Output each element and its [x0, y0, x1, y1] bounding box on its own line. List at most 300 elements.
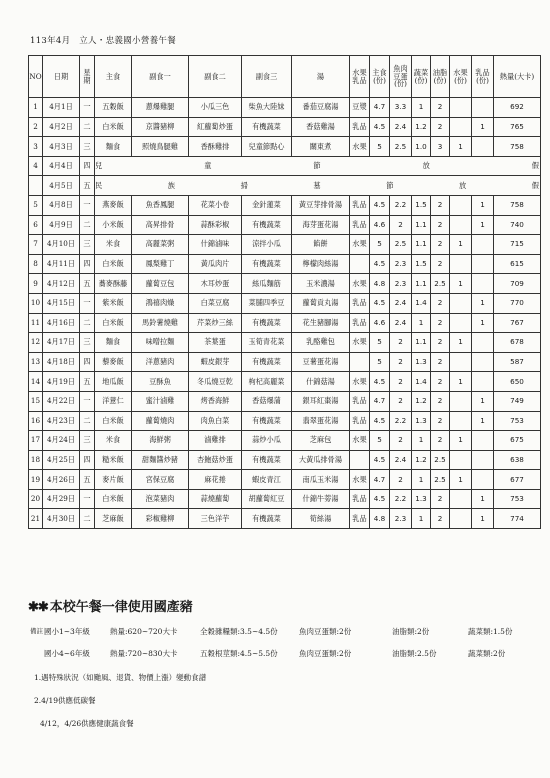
row-soup: 豆薯蛋花湯: [292, 352, 350, 372]
row-veg: 1.1: [412, 235, 431, 255]
row-protein: 2.3: [390, 254, 412, 274]
row-milk-serving: [472, 254, 494, 274]
holiday-cell: 民 族 掃 墓 節 放 假: [95, 176, 541, 196]
row-fruit-milk: 水果: [350, 372, 370, 392]
row-protein: 2: [390, 431, 412, 451]
row-grains: 5: [370, 137, 390, 157]
row-main3: 柴魚大陸妹: [242, 98, 292, 118]
row-grains: 4.6: [370, 215, 390, 235]
row-fruit-serving: [450, 509, 472, 529]
notice-text: 本校午餐一律使用國產豬: [49, 600, 193, 615]
table-row: [29, 489, 541, 509]
row-staple: 米食: [95, 235, 132, 255]
row-protein: 2.2: [390, 411, 412, 431]
row-date: 4月11日: [43, 254, 80, 274]
std-grade-low: 國小1~3年級: [44, 627, 90, 636]
row-oil: 2: [431, 431, 450, 451]
row-main2: 茶葉蛋: [189, 333, 242, 353]
table-row: [29, 431, 541, 451]
row-protein: 2.3: [390, 274, 412, 294]
header-no: NO: [29, 56, 43, 98]
row-veg: 1.1: [412, 274, 431, 294]
row-weekday: 三: [80, 137, 95, 157]
row-main2: 杏鮑菇炒蛋: [189, 450, 242, 470]
row-oil: 2: [431, 195, 450, 215]
row-fruit-serving: [450, 391, 472, 411]
row-staple: 白米飯: [95, 411, 132, 431]
row-main1: 洋蔥豬肉: [132, 352, 189, 372]
row-soup: 關東煮: [292, 137, 350, 157]
row-milk-serving: 1: [472, 293, 494, 313]
row-main3: 玉筍青花菜: [242, 333, 292, 353]
row-main2: 麻花捲: [189, 470, 242, 490]
std-grade-high: 國小4~6年級: [44, 649, 90, 658]
row-veg: 1.3: [412, 411, 431, 431]
table-row: [29, 195, 541, 215]
row-main2: 什錦滷味: [189, 235, 242, 255]
row-main3: 有機蔬菜: [242, 352, 292, 372]
row-staple: 白米飯: [95, 117, 132, 137]
row-veg: 1.5: [412, 254, 431, 274]
row-veg: 1.2: [412, 391, 431, 411]
row-no: 20: [29, 489, 43, 509]
row-veg: 1.3: [412, 489, 431, 509]
row-weekday: 一: [80, 489, 95, 509]
row-fruit-serving: 1: [450, 431, 472, 451]
header-fruit-milk: 水果乳品: [350, 56, 370, 98]
row-main3: 有機蔬菜: [242, 215, 292, 235]
row-fruit-milk: 乳品: [350, 509, 370, 529]
row-no: 16: [29, 411, 43, 431]
header-oil: 油脂(份): [431, 56, 450, 98]
row-main2: 芹菜炒三絲: [189, 313, 242, 333]
row-grains: 4.5: [370, 489, 390, 509]
row-milk-serving: [472, 235, 494, 255]
row-weekday: 四: [80, 156, 95, 176]
row-oil: 2.5: [431, 274, 450, 294]
row-soup: 乳酪雞包: [292, 333, 350, 353]
row-grains: 4.5: [370, 411, 390, 431]
row-oil: 2: [431, 372, 450, 392]
row-protein: 2: [390, 333, 412, 353]
row-staple: 蕎麥酥藤: [95, 274, 132, 294]
row-milk-serving: 1: [472, 391, 494, 411]
row-soup: 銀耳紅棗湯: [292, 391, 350, 411]
row-grains: 4.5: [370, 254, 390, 274]
table-row: [29, 509, 541, 529]
std-kcal-high: 熱量:720~830大卡: [110, 649, 178, 658]
row-kcal: 753: [494, 411, 541, 431]
row-oil: 2: [431, 98, 450, 118]
header-main1: 副食一: [132, 56, 189, 98]
row-date: 4月3日: [43, 137, 80, 157]
row-main1: 蜜汁滷雞: [132, 391, 189, 411]
row-no: 11: [29, 313, 43, 333]
row-fruit-milk: 水果: [350, 274, 370, 294]
row-milk-serving: [472, 372, 494, 392]
row-protein: 2: [390, 391, 412, 411]
row-milk-serving: 1: [472, 489, 494, 509]
row-protein: 2.4: [390, 313, 412, 333]
row-staple: 地瓜飯: [95, 372, 132, 392]
header-date: 日期: [43, 56, 80, 98]
header-veg: 蔬菜(份): [412, 56, 431, 98]
row-fruit-serving: [450, 313, 472, 333]
row-fruit-serving: [450, 117, 472, 137]
row-soup: 花生豬腳湯: [292, 313, 350, 333]
row-soup: 檸檬肉絲湯: [292, 254, 350, 274]
row-staple: 芝麻飯: [95, 509, 132, 529]
row-oil: 2: [431, 313, 450, 333]
row-main1: 宮保豆腐: [132, 470, 189, 490]
row-no: 12: [29, 333, 43, 353]
note-3: 4/12，4/26供應健康蔬食餐: [40, 719, 134, 728]
table-row: [29, 215, 541, 235]
table-header-row: [29, 56, 541, 98]
row-staple: 麵食: [95, 333, 132, 353]
row-main3: 有機蔬菜: [242, 117, 292, 137]
row-main3: 有機蔬菜: [242, 313, 292, 333]
lunch-menu-table: [28, 55, 541, 529]
row-kcal: 749: [494, 391, 541, 411]
row-weekday: 二: [80, 117, 95, 137]
std-oil-high: 油脂類:2.5份: [392, 649, 437, 658]
row-fruit-milk: [350, 450, 370, 470]
table-row: [29, 176, 541, 196]
std-veg-high: 蔬菜類:2份: [468, 649, 506, 658]
row-milk-serving: [472, 137, 494, 157]
row-kcal: 650: [494, 372, 541, 392]
row-kcal: 587: [494, 352, 541, 372]
row-kcal: 770: [494, 293, 541, 313]
row-date: 4月29日: [43, 489, 80, 509]
row-kcal: 678: [494, 333, 541, 353]
row-fruit-milk: 乳品: [350, 215, 370, 235]
row-weekday: 二: [80, 313, 95, 333]
row-staple: 藜麥飯: [95, 352, 132, 372]
row-fruit-serving: [450, 195, 472, 215]
row-protein: 2: [390, 215, 412, 235]
row-staple: 白米飯: [95, 489, 132, 509]
row-main2: 烤香海鮮: [189, 391, 242, 411]
row-soup: 南瓜玉米湯: [292, 470, 350, 490]
row-main3: 兒童節點心: [242, 137, 292, 157]
table-row: [29, 117, 541, 137]
row-grains: 5: [370, 431, 390, 451]
row-no: 5: [29, 195, 43, 215]
row-protein: 2.2: [390, 489, 412, 509]
row-soup: 芝麻包: [292, 431, 350, 451]
row-no: 18: [29, 450, 43, 470]
row-grains: 4.5: [370, 117, 390, 137]
row-veg: 1.4: [412, 372, 431, 392]
row-date: 4月23日: [43, 411, 80, 431]
row-fruit-milk: 水果: [350, 431, 370, 451]
row-no: 1: [29, 98, 43, 118]
row-fruit-serving: [450, 411, 472, 431]
row-kcal: 767: [494, 313, 541, 333]
row-main3: 菜脯四季豆: [242, 293, 292, 313]
row-protein: 2.4: [390, 450, 412, 470]
row-kcal: 692: [494, 98, 541, 118]
row-protein: 2.4: [390, 293, 412, 313]
row-date: 4月8日: [43, 195, 80, 215]
row-milk-serving: 1: [472, 509, 494, 529]
row-date: 4月26日: [43, 470, 80, 490]
std-protein-high: 魚肉豆蛋類:2份: [299, 649, 352, 658]
row-soup: 玉米濃湯: [292, 274, 350, 294]
table-row: [29, 98, 541, 118]
row-protein: 3.3: [390, 98, 412, 118]
row-kcal: 753: [494, 489, 541, 509]
std-kcal-low: 熱量:620~720大卡: [110, 627, 178, 636]
row-oil: 2: [431, 509, 450, 529]
row-fruit-serving: [450, 352, 472, 372]
row-main2: 紅蘿蔔炒蛋: [189, 117, 242, 137]
row-no: 21: [29, 509, 43, 529]
row-main3: 蝦皮青江: [242, 470, 292, 490]
row-no: 6: [29, 215, 43, 235]
row-oil: 2: [431, 254, 450, 274]
std-grains-low: 全穀雜糧類:3.5~4.5份: [200, 627, 278, 636]
row-soup: 什錦菇湯: [292, 372, 350, 392]
note-2: 2.4/19供應低碳餐: [34, 696, 96, 705]
row-weekday: 五: [80, 274, 95, 294]
row-protein: 2.5: [390, 235, 412, 255]
row-main2: 白菜豆腐: [189, 293, 242, 313]
row-date: 4月15日: [43, 293, 80, 313]
row-main2: 三色洋芋: [189, 509, 242, 529]
table-row: [29, 235, 541, 255]
row-main1: 鳳梨雞丁: [132, 254, 189, 274]
table-row: [29, 333, 541, 353]
row-fruit-milk: 乳品: [350, 195, 370, 215]
row-oil: 2: [431, 352, 450, 372]
row-main2: 小瓜三色: [189, 98, 242, 118]
row-date: 4月18日: [43, 352, 80, 372]
row-fruit-serving: [450, 293, 472, 313]
row-main3: 胡蘿蔔紅豆: [242, 489, 292, 509]
row-oil: 3: [431, 137, 450, 157]
row-fruit-milk: 豆漿: [350, 98, 370, 118]
note-1: 1.遇特殊狀況（如颱風、退貨、物價上漲）變動食譜: [34, 673, 207, 682]
row-staple: 米食: [95, 431, 132, 451]
header-staple: 主食: [95, 56, 132, 98]
asterisk-icon: ✱✱: [28, 600, 48, 615]
row-veg: 1: [412, 431, 431, 451]
row-oil: 2: [431, 391, 450, 411]
row-main2: 香酥雞排: [189, 137, 242, 157]
row-protein: 2.4: [390, 117, 412, 137]
row-main1: 魚香鳳腿: [132, 195, 189, 215]
table-row: [29, 137, 541, 157]
row-staple: 燕麥飯: [95, 195, 132, 215]
row-main1: 蘿蔔燒肉: [132, 411, 189, 431]
row-milk-serving: 1: [472, 411, 494, 431]
row-date: 4月22日: [43, 391, 80, 411]
row-main2: 黃瓜肉片: [189, 254, 242, 274]
row-protein: 2: [390, 372, 412, 392]
row-fruit-milk: 乳品: [350, 117, 370, 137]
row-grains: 4.5: [370, 293, 390, 313]
row-main3: 有機蔬菜: [242, 450, 292, 470]
row-fruit-serving: 1: [450, 137, 472, 157]
row-milk-serving: [472, 98, 494, 118]
row-weekday: 一: [80, 391, 95, 411]
row-fruit-milk: 乳品: [350, 489, 370, 509]
row-weekday: 三: [80, 431, 95, 451]
row-main2: 木耳炒蛋: [189, 274, 242, 294]
row-main1: 高昇排骨: [132, 215, 189, 235]
row-grains: 4.5: [370, 372, 390, 392]
table-row: [29, 372, 541, 392]
row-no: 15: [29, 391, 43, 411]
row-main3: 蒜炒小瓜: [242, 431, 292, 451]
row-weekday: 二: [80, 215, 95, 235]
row-fruit-serving: [450, 450, 472, 470]
row-veg: 1: [412, 470, 431, 490]
header-protein: 魚肉豆蛋(份): [390, 56, 412, 98]
std-grains-high: 五穀根莖類:4.5~5.5份: [200, 649, 278, 658]
table-row: [29, 391, 541, 411]
row-fruit-serving: [450, 98, 472, 118]
row-milk-serving: 1: [472, 215, 494, 235]
header-weekday: 星期: [80, 56, 95, 98]
remarks-label: 備註: [30, 627, 43, 635]
row-main1: 泡菜豬肉: [132, 489, 189, 509]
row-fruit-milk: 水果: [350, 470, 370, 490]
row-date: 4月5日: [43, 176, 80, 196]
row-milk-serving: [472, 352, 494, 372]
row-protein: 2.3: [390, 509, 412, 529]
row-fruit-milk: 水果: [350, 235, 370, 255]
row-grains: 4.7: [370, 98, 390, 118]
row-staple: 小米飯: [95, 215, 132, 235]
row-kcal: 715: [494, 235, 541, 255]
table-body: [29, 98, 541, 529]
row-date: 4月12日: [43, 274, 80, 294]
row-grains: 4.7: [370, 391, 390, 411]
row-kcal: 615: [494, 254, 541, 274]
table-row: [29, 274, 541, 294]
row-staple: 白米飯: [95, 254, 132, 274]
row-weekday: 二: [80, 509, 95, 529]
row-main1: 蔥爆雞腿: [132, 98, 189, 118]
row-no: 4: [29, 156, 43, 176]
row-protein: 2: [390, 470, 412, 490]
row-fruit-serving: 1: [450, 274, 472, 294]
row-soup: 蘿蔔貢丸湯: [292, 293, 350, 313]
row-veg: 1.0: [412, 137, 431, 157]
row-fruit-milk: 乳品: [350, 391, 370, 411]
row-weekday: 五: [80, 176, 95, 196]
row-main2: 花菜小卷: [189, 195, 242, 215]
row-protein: 2.2: [390, 195, 412, 215]
row-soup: 大黃瓜排骨湯: [292, 450, 350, 470]
row-milk-serving: 1: [472, 117, 494, 137]
row-no: 17: [29, 431, 43, 451]
row-main1: 味噌拉麵: [132, 333, 189, 353]
header-main3: 副食三: [242, 56, 292, 98]
header-main2: 副食二: [189, 56, 242, 98]
table-row: [29, 411, 541, 431]
row-main2: 蒜酥彩椒: [189, 215, 242, 235]
std-protein-low: 魚肉豆蛋類:2份: [299, 627, 352, 636]
row-milk-serving: 1: [472, 313, 494, 333]
row-weekday: 二: [80, 411, 95, 431]
row-kcal: 758: [494, 195, 541, 215]
header-soup: 湯: [292, 56, 350, 98]
row-main1: 甜麵醬炒豬: [132, 450, 189, 470]
row-no: 2: [29, 117, 43, 137]
row-weekday: 五: [80, 470, 95, 490]
row-fruit-milk: 乳品: [350, 411, 370, 431]
row-weekday: 一: [80, 98, 95, 118]
row-no: 10: [29, 293, 43, 313]
header-kcal: 熱量(大卡): [494, 56, 541, 98]
row-staple: 紫米飯: [95, 293, 132, 313]
row-main2: 滷雞排: [189, 431, 242, 451]
header-fruit-serving: 水果(份): [450, 56, 472, 98]
std-oil-low: 油脂類:2份: [392, 627, 430, 636]
row-main1: 高麗菜粥: [132, 235, 189, 255]
row-no: 13: [29, 352, 43, 372]
row-fruit-milk: [350, 254, 370, 274]
table-row: [29, 450, 541, 470]
row-veg: 1: [412, 98, 431, 118]
row-main1: 馬鈴薯燒雞: [132, 313, 189, 333]
row-milk-serving: [472, 450, 494, 470]
table-row: [29, 293, 541, 313]
row-grains: 5: [370, 235, 390, 255]
row-milk-serving: [472, 431, 494, 451]
row-date: 4月25日: [43, 450, 80, 470]
row-grains: 5: [370, 352, 390, 372]
row-kcal: 638: [494, 450, 541, 470]
row-oil: 2: [431, 235, 450, 255]
table-row: [29, 352, 541, 372]
row-date: 4月4日: [43, 156, 80, 176]
page-title: 113年4月 立人・忠義國小營養午餐: [30, 36, 177, 46]
row-main2: 肉魚白菜: [189, 411, 242, 431]
row-soup: 筍絲湯: [292, 509, 350, 529]
row-oil: 2.5: [431, 450, 450, 470]
table-row: [29, 470, 541, 490]
row-veg: 1.5: [412, 195, 431, 215]
row-oil: 2.5: [431, 470, 450, 490]
row-veg: 1.4: [412, 293, 431, 313]
pork-notice: [28, 596, 193, 615]
row-veg: 1.2: [412, 117, 431, 137]
row-oil: 2: [431, 117, 450, 137]
row-veg: 1.1: [412, 333, 431, 353]
row-no: 8: [29, 254, 43, 274]
row-no: 3: [29, 137, 43, 157]
row-no: 19: [29, 470, 43, 490]
row-kcal: 675: [494, 431, 541, 451]
row-grains: 4.8: [370, 509, 390, 529]
row-date: 4月9日: [43, 215, 80, 235]
row-soup: 海芽蛋花湯: [292, 215, 350, 235]
row-staple: 白米飯: [95, 313, 132, 333]
row-date: 4月30日: [43, 509, 80, 529]
row-fruit-milk: 水果: [350, 137, 370, 157]
row-soup: 黃豆芽排骨湯: [292, 195, 350, 215]
row-veg: 1: [412, 313, 431, 333]
row-soup: 餡餅: [292, 235, 350, 255]
row-main3: 金針蓮菜: [242, 195, 292, 215]
row-main1: 海鮮粥: [132, 431, 189, 451]
